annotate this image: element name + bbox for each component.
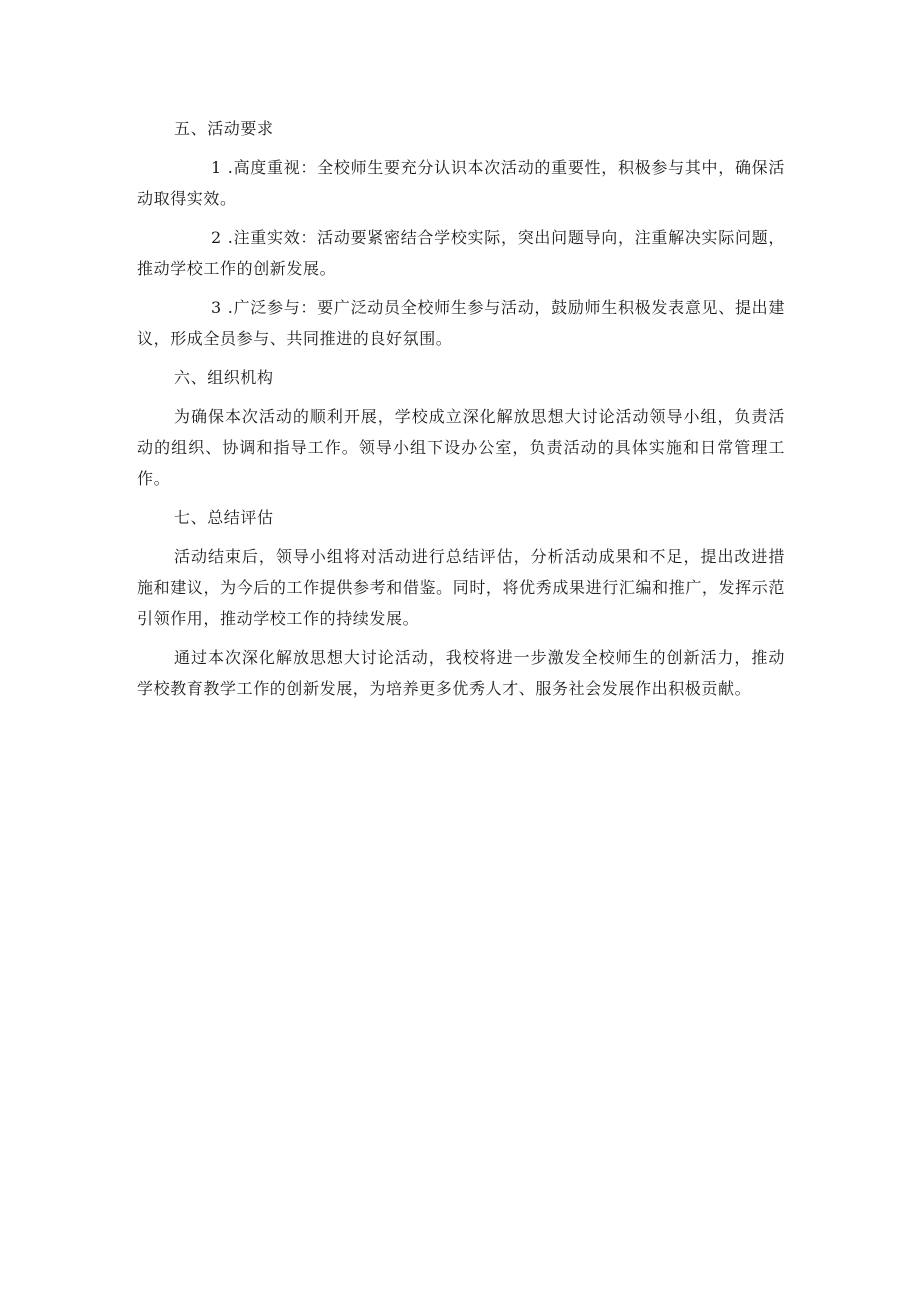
item-text: .高度重视：全校师生要充分认识本次活动的重要性，积极参与其中，确保活动取得实效。 [137, 158, 785, 208]
section-heading-organization: 六、组织机构 [174, 368, 274, 387]
evaluation-paragraph: 活动结束后，领导小组将对活动进行总结评估，分析活动成果和不足，提出改进措施和建议，为今后的工作提供参考和借鉴。同时，将优秀成果进行汇编和推广，发挥示范引领作用，推动学校工作的持续发展。 [137, 547, 785, 628]
requirement-item-1 [137, 152, 785, 214]
item-number: 3 [211, 298, 222, 317]
requirement-item-2 [137, 222, 785, 284]
section-heading-evaluation: 七、总结评估 [174, 508, 274, 527]
requirement-item-3 [137, 292, 785, 354]
section-heading-requirements: 五、活动要求 [174, 119, 274, 138]
item-number: 1 [211, 158, 222, 177]
item-number: 2 [211, 228, 222, 247]
closing-paragraph: 通过本次深化解放思想大讨论活动，我校将进一步激发全校师生的创新活力，推动学校教育教学工作的创新发展，为培养更多优秀人才、服务社会发展作出积极贡献。 [137, 648, 785, 698]
item-text: .注重实效：活动要紧密结合学校实际，突出问题导向，注重解决实际问题，推动学校工作的创新发展。 [137, 228, 785, 278]
organization-paragraph: 为确保本次活动的顺利开展，学校成立深化解放思想大讨论活动领导小组，负责活动的组织、协调和指导工作。领导小组下设办公室，负责活动的具体实施和日常管理工作。 [137, 407, 785, 488]
item-text: .广泛参与：要广泛动员全校师生参与活动，鼓励师生积极发表意见、提出建议，形成全员参与、共同推进的良好氛围。 [137, 298, 785, 348]
document-body [137, 113, 785, 712]
